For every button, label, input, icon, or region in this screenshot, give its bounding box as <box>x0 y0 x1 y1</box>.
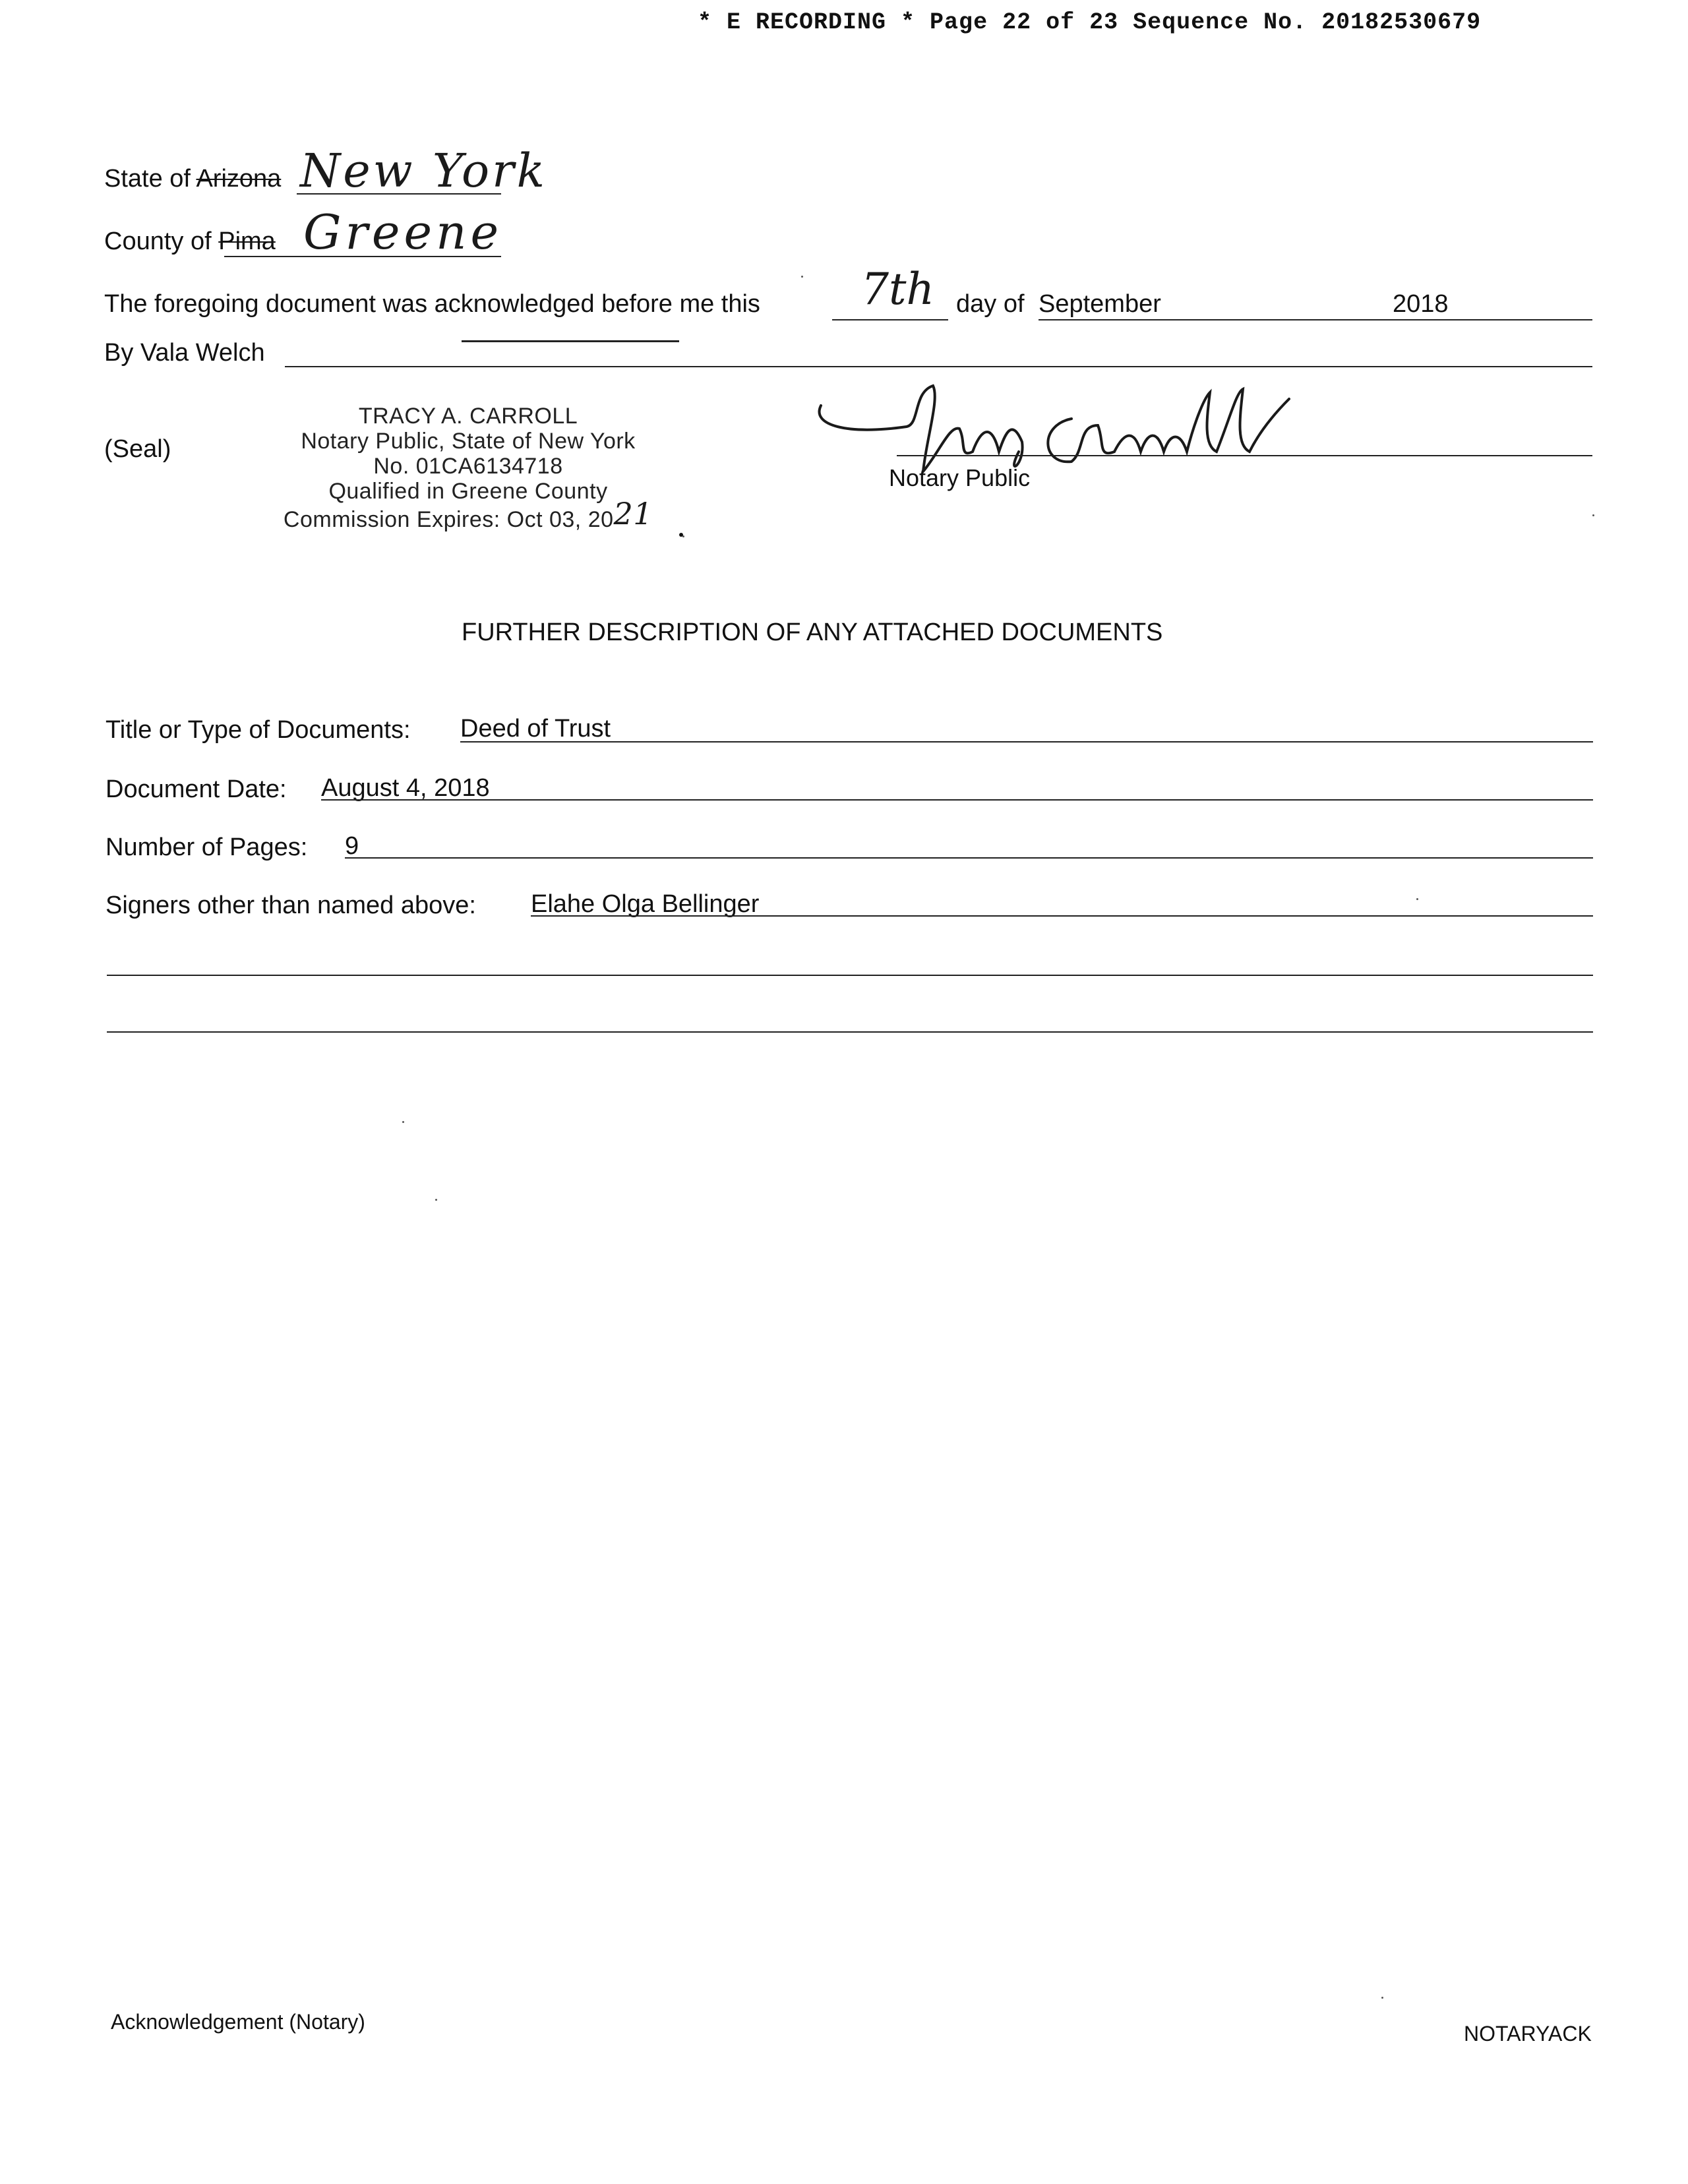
stamp-number: No. 01CA6134718 <box>373 454 563 479</box>
county-label: County of <box>104 228 212 255</box>
document-date-rule <box>321 799 1593 801</box>
pages-value: 9 <box>345 832 359 860</box>
date-value: August 4, 2018 <box>321 774 490 802</box>
day-of-text: day of <box>956 290 1025 318</box>
county-line <box>104 228 276 256</box>
further-description-heading: FURTHER DESCRIPTION OF ANY ATTACHED DOCUMENTS <box>462 619 1163 646</box>
stamp-expiry <box>257 496 679 532</box>
county-printed-struck: Pima <box>218 228 276 255</box>
state-printed-struck: Arizona <box>196 165 282 193</box>
day-handwritten: 7th <box>861 264 935 315</box>
state-rule <box>297 193 501 195</box>
footer-left: Acknowledgement (Notary) <box>111 2010 365 2034</box>
scan-speck <box>402 1121 404 1123</box>
signers-rule <box>531 915 1593 917</box>
stamp-name: TRACY A. CARROLL <box>358 404 578 429</box>
scan-speck <box>801 276 803 278</box>
state-line <box>104 165 281 193</box>
county-handwritten: Greene <box>303 204 503 260</box>
title-rule <box>460 741 1593 743</box>
blank-line-1 <box>107 975 1593 976</box>
notary-stamp <box>257 404 679 532</box>
signers-label: Signers other than named above: <box>106 892 476 919</box>
notary-public-label: Notary Public <box>889 464 1031 491</box>
state-handwritten: New York <box>300 144 547 198</box>
footer-right: NOTARYACK <box>1464 2022 1592 2046</box>
scan-speck <box>1416 898 1418 900</box>
by-rule <box>285 366 1592 367</box>
seal-label: (Seal) <box>104 435 171 463</box>
stray-stroke <box>462 340 679 342</box>
county-rule <box>224 256 501 257</box>
notary-signature <box>808 379 1309 491</box>
pages-label: Number of Pages: <box>106 834 308 861</box>
state-label: State of <box>104 165 191 193</box>
month-value: September <box>1039 290 1161 318</box>
year-value: 2018 <box>1393 290 1449 318</box>
title-label: Title or Type of Documents: <box>106 716 411 744</box>
scan-speck <box>1592 514 1594 516</box>
stamp-dot <box>679 533 683 537</box>
pages-rule <box>345 857 1593 859</box>
stamp-expiry-text: Commission Expires: Oct 03, 20 <box>283 507 614 532</box>
scan-speck <box>1381 1997 1383 1999</box>
stamp-county: Qualified in Greene County <box>328 479 608 504</box>
date-label: Document Date: <box>106 775 287 803</box>
date-rule <box>1039 319 1592 320</box>
day-rule <box>832 319 948 320</box>
foregoing-text: The foregoing document was acknowledged before me this <box>104 290 760 318</box>
blank-line-2 <box>107 1031 1593 1033</box>
title-value: Deed of Trust <box>460 715 611 743</box>
scan-speck <box>435 1199 437 1201</box>
signers-value: Elahe Olga Bellinger <box>531 890 760 918</box>
signature-rule <box>897 455 1592 456</box>
recording-header: * E RECORDING * Page 22 of 23 Sequence No. 20182530679 <box>698 9 1482 36</box>
stamp-title: Notary Public, State of New York <box>301 429 636 454</box>
by-text: By Vala Welch <box>104 339 265 367</box>
stamp-year-handwritten: 21 <box>613 496 653 531</box>
